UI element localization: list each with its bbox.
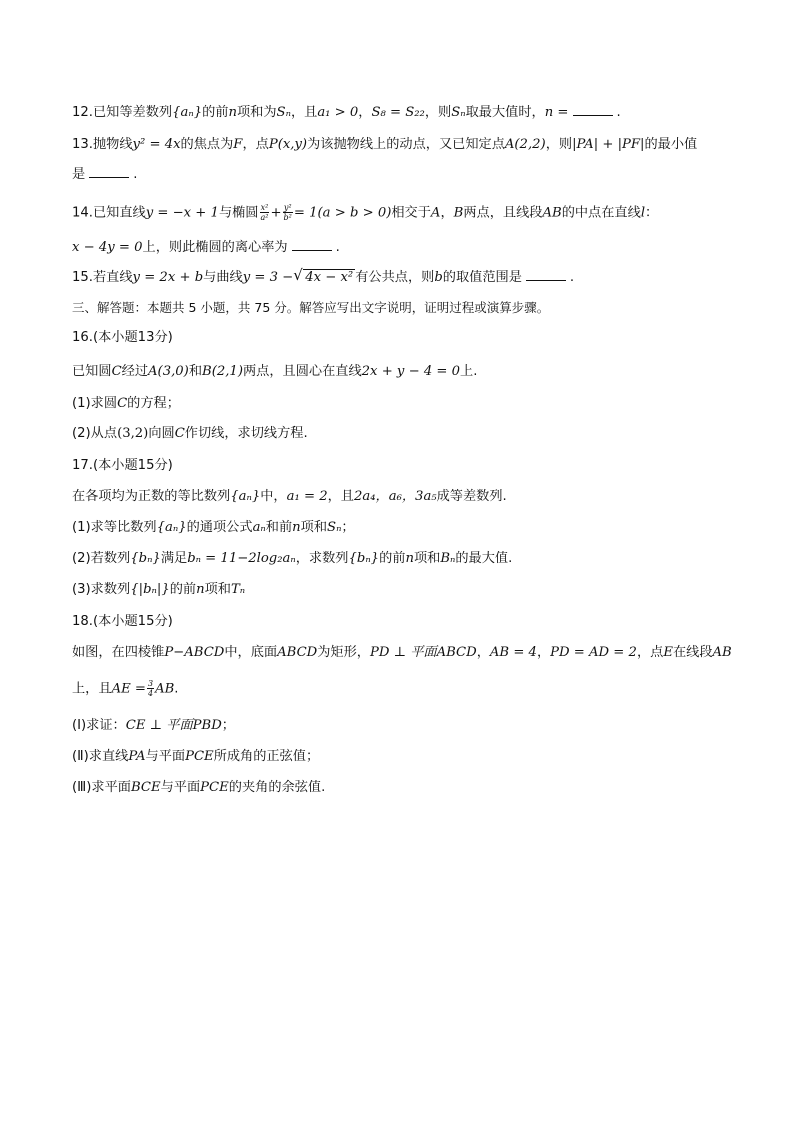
question-16-part-2: (2)从点(3,2)向圆C作切线，求切线方程. (72, 426, 308, 441)
question-13-line2: 是 . (72, 167, 138, 182)
question-17-part-2: (2)若数列{bₙ}满足bₙ = 11−2log₂aₙ，求数列{bₙ}的前n项和Bₙ的最大值. (72, 551, 513, 566)
question-number: 12. (72, 105, 93, 120)
fraction: $\frac{\text{x²}}{\text{a²}}$ (260, 203, 269, 222)
question-16-part-1: (1)求圆C的方程； (72, 396, 180, 411)
fraction: $\frac{3}{4}$ (147, 679, 154, 698)
question-number: 13. (72, 137, 93, 152)
question-16: 已知圆C经过A(3,0)和B(2,1)两点，且圆心在直线2x + y − 4 = 0上. (72, 364, 478, 379)
question-number: 15. (72, 270, 93, 285)
question-18-part-1: (Ⅰ)求证：CE ⊥ 平面PBD； (72, 718, 235, 733)
question-number: 14. (72, 205, 93, 221)
question-15: 15.若直线y = 2x + b与曲线y = 3 −√ 4x − x² 有公共点，则b的取值范围是 . (72, 268, 574, 288)
answer-blank (526, 268, 566, 281)
question-17: 在各项均为正数的等比数列{aₙ}中，a₁ = 2，且2a₄，a₆，3a₅成等差数列. (72, 489, 507, 504)
question-18: 如图，在四棱锥P−ABCD中，底面ABCD为矩形，PD ⊥ 平面ABCD，AB = 4，PD = AD = 2，点E在线段AB (72, 645, 732, 660)
square-root: √ 4x − x² (293, 268, 355, 288)
question-17-part-3: (3)求数列{|bₙ|}的前n项和Tₙ (72, 582, 246, 597)
question-17-part-1: (1)求等比数列{aₙ}的通项公式aₙ和前n项和Sₙ； (72, 520, 355, 535)
question-14-line2: x − 4y = 0上，则此椭圆的离心率为 . (72, 240, 340, 255)
section-heading: 三、解答题：本题共 5 小题，共 75 分。解答应写出文字说明，证明过程或演算步骤。 (72, 300, 550, 315)
answer-blank (89, 165, 129, 178)
answer-blank (573, 103, 613, 116)
question-18-part-3: (Ⅲ)求平面BCE与平面PCE的夹角的余弦值. (72, 780, 326, 795)
question-16-header: 16.(本小题13分) (72, 330, 173, 345)
question-13: 13.抛物线y² = 4x的焦点为F，点P(x,y)为该抛物线上的动点，又已知定点A(2,2)，则|PA| + |PF|的最小值 (72, 137, 698, 152)
fraction: $\frac{\text{y²}}{\text{b²}}$ (283, 203, 292, 222)
question-17-header: 17.(本小题15分) (72, 458, 173, 473)
question-14: 14.已知直线y = −x + 1与椭圆 $\frac{\text{x²}}{\text{a²}}$ + $\frac{\text{y²}}{\text{b²}}$ = 1(a > b > 0)相交于A，B两点，且线段AB的中点在直线l： (72, 203, 659, 222)
question-18-header: 18.(本小题15分) (72, 614, 173, 629)
question-12: 12.已知等差数列{aₙ}的前n项和为Sₙ，且a₁ > 0，S₈ = S₂₂，则Sₙ取最大值时，n = . (72, 105, 621, 120)
answer-blank (292, 238, 332, 251)
question-18-line2: 上，且AE = $\frac{3}{4}$ AB. (72, 679, 179, 698)
question-18-part-2: (Ⅱ)求直线PA与平面PCE所成角的正弦值； (72, 749, 320, 764)
